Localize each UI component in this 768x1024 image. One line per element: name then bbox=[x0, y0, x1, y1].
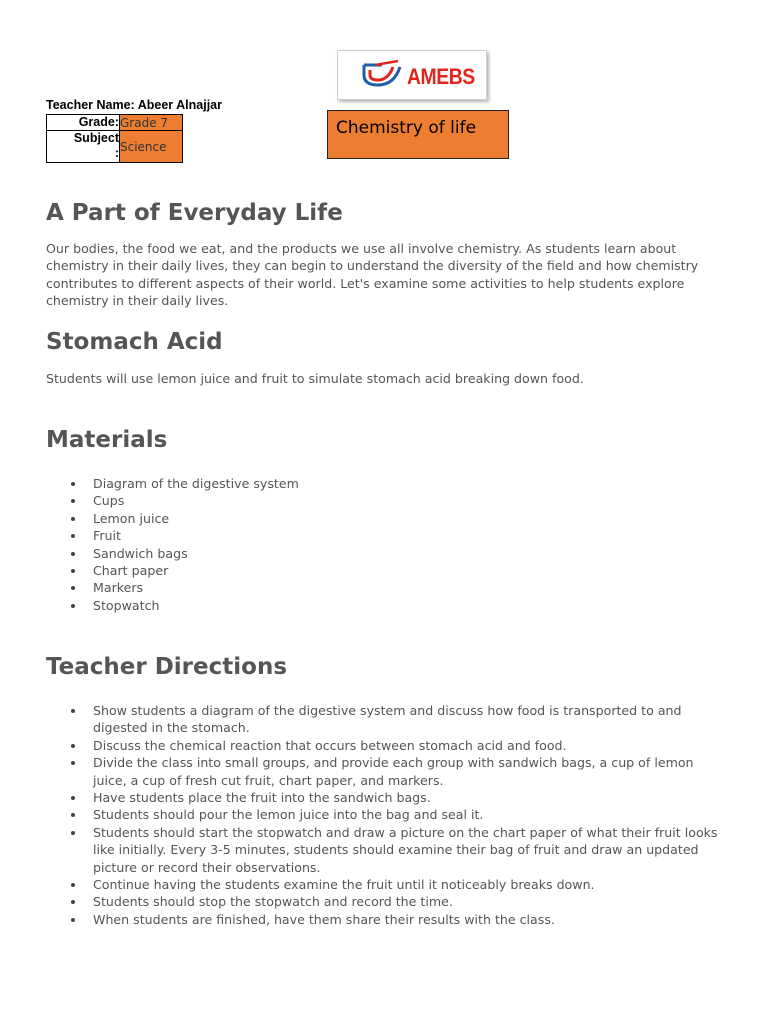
section-heading-intro: A Part of Everyday Life bbox=[46, 200, 343, 226]
document-title: Chemistry of life bbox=[327, 110, 509, 159]
teacher-name: Teacher Name: Abeer Alnajjar bbox=[46, 98, 222, 112]
list-item: Lemon juice bbox=[46, 510, 718, 527]
directions-list bbox=[46, 702, 718, 928]
list-item: Stopwatch bbox=[46, 597, 718, 614]
section-heading-teacher-directions: Teacher Directions bbox=[46, 654, 288, 680]
section-heading-materials: Materials bbox=[46, 427, 168, 453]
list-item: Show students a diagram of the digestive system and discuss how food is transported to and digested in the stomach. bbox=[46, 702, 718, 737]
list-item: Students should stop the stopwatch and record the time. bbox=[46, 893, 718, 910]
logo-text: AMEBS bbox=[407, 64, 475, 89]
list-item: Continue having the students examine the fruit until it noticeably breaks down. bbox=[46, 876, 718, 893]
list-item: Cups bbox=[46, 492, 718, 509]
list-item: Students should start the stopwatch and draw a picture on the chart paper of what their fruit looks like initially. Every 3-5 minutes, students should examine their bag of fruit and draw an updated picture or record their observations. bbox=[46, 824, 718, 876]
subject-label: Subject : bbox=[47, 131, 120, 163]
list-item: Markers bbox=[46, 579, 718, 596]
list-item: Diagram of the digestive system bbox=[46, 475, 718, 492]
intro-paragraph: Our bodies, the food we eat, and the products we use all involve chemistry. As students learn about chemistry in their daily lives, they can begin to understand the diversity of the field and how chemistry contributes to different aspects of their world. Let's examine some activities to help students explore chemistry in their daily lives. bbox=[46, 241, 699, 309]
list-item: Sandwich bags bbox=[46, 545, 718, 562]
subject-value: Science bbox=[120, 131, 183, 163]
list-item: Divide the class into small groups, and provide each group with sandwich bags, a cup of lemon juice, a cup of fresh cut fruit, chart paper, and markers. bbox=[46, 754, 718, 789]
grade-value: Grade 7 bbox=[120, 115, 183, 131]
stomach-acid-paragraph: Students will use lemon juice and fruit to simulate stomach acid breaking down food. bbox=[46, 371, 584, 386]
amebs-logo-icon bbox=[360, 59, 406, 89]
list-item: Discuss the chemical reaction that occurs between stomach acid and food. bbox=[46, 737, 718, 754]
info-table bbox=[46, 114, 183, 163]
list-item: When students are finished, have them share their results with the class. bbox=[46, 911, 718, 928]
list-item: Fruit bbox=[46, 527, 718, 544]
materials-list bbox=[46, 475, 718, 614]
grade-label: Grade: bbox=[47, 115, 120, 131]
list-item: Chart paper bbox=[46, 562, 718, 579]
logo bbox=[337, 50, 487, 100]
section-heading-stomach-acid: Stomach Acid bbox=[46, 329, 223, 355]
list-item: Students should pour the lemon juice into the bag and seal it. bbox=[46, 806, 718, 823]
list-item: Have students place the fruit into the sandwich bags. bbox=[46, 789, 718, 806]
